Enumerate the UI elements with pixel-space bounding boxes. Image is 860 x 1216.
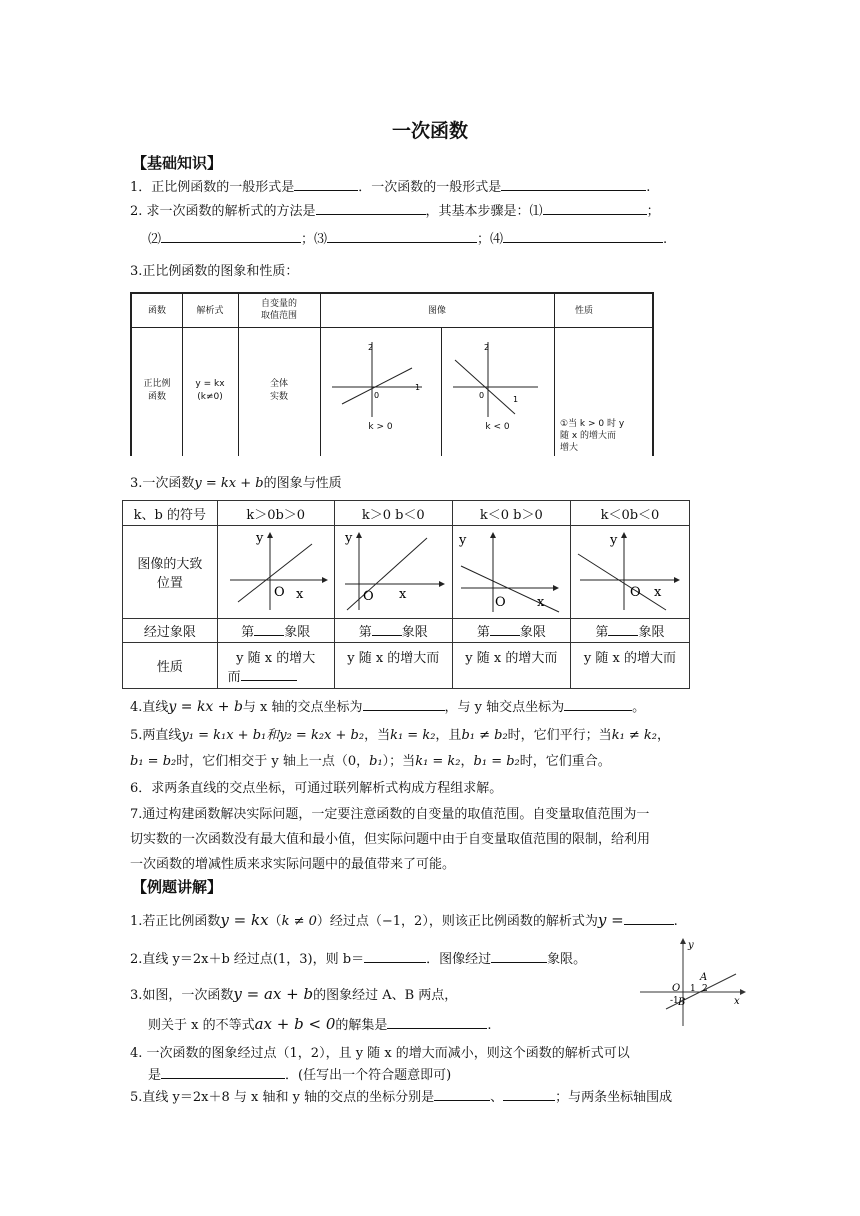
- point-label: A: [700, 972, 708, 983]
- item-7-line-1: 7.通过构建函数解决实际问题，一定要注意函数的自变量的取值范围。自变量取值范围为一: [130, 807, 650, 822]
- graph-k-positive: [322, 332, 440, 427]
- axis-label: x: [399, 587, 407, 602]
- section-heading-basics: 【基础知识】: [132, 154, 223, 172]
- graph-kneg-bpos: [455, 526, 567, 614]
- axis-label: 1: [415, 383, 421, 392]
- example-1: 1.若正比例函数y = kx（k ≠ 0）经过点（−1，2），则该正比例函数的解析式为y = .: [130, 911, 678, 929]
- example-3-line-1: 3.如图，一次函数y = ax + b的图象经过 A、B 两点，: [130, 985, 458, 1003]
- axis-label: 0: [479, 391, 485, 400]
- blank: [316, 202, 426, 215]
- axis-label: O: [495, 595, 506, 610]
- table-row: 性质 y 随 x 的增大 而 y 随 x 的增大而 y 随 x 的增大而 y 随 x 的增大而: [123, 643, 690, 689]
- axis-label: O: [629, 585, 641, 600]
- item-7-line-3: 一次函数的增减性质来求实际问题中的最值带来了可能。: [130, 857, 456, 872]
- example-4-line-1: 4. 一次函数的图象经过点（1，2），且 y 随 x 的增大而减小，则这个函数的解析式可以: [130, 1046, 630, 1061]
- section-linear-function: 3.一次函数y = kx + b的图象与性质: [130, 476, 342, 491]
- axis-label: O: [672, 983, 681, 994]
- blank: [327, 230, 477, 243]
- graph-kpos-bneg: [337, 526, 449, 614]
- blank: [501, 178, 646, 191]
- basics-line-4: 3.正比例函数的图象和性质：: [130, 264, 299, 279]
- axis-label: y: [255, 531, 264, 546]
- item-7-line-2: 切实数的一次函数没有最大值和最小值，但实际问题中由于自变量取值范围的限制，给利用: [130, 832, 651, 847]
- page-title: 一次函数: [391, 120, 468, 142]
- graph-k-negative: [443, 332, 553, 427]
- basics-line-1: 1．正比例函数的一般形式是 ．一次函数的一般形式是 .: [130, 180, 651, 195]
- example-5: 5.直线 y＝2x＋8 与 x 轴和 y 轴的交点的坐标分别是 、 ；与两条坐标轴围成: [130, 1090, 673, 1105]
- header-prop: 性质: [574, 306, 593, 316]
- proportional-function-table: 函数 解析式 自变量的 取值范围 图像 性质 正比例 函数 y = kx (k≠0) 全体 实数 2 0 1 k > 0 2 0 1 k < 0 ①当 k > 0 时 y 随 x 的增大而 增大: [130, 292, 654, 456]
- axis-label: O: [273, 585, 285, 600]
- tick-label: 1: [690, 984, 696, 994]
- axis-label: 2: [484, 343, 490, 352]
- section-heading-examples: 【例题讲解】: [132, 878, 223, 896]
- axis-label: y: [688, 940, 694, 951]
- item-5-line-2: b₁ = b₂时，它们相交于 y 轴上一点（0，b₁）；当k₁ = k₂，b₁ = b₂时，它们重合。: [130, 754, 611, 769]
- item-6: 6．求两条直线的交点坐标，可通过联列解析式构成方程组求解。: [130, 781, 503, 796]
- axis-label: x: [734, 996, 740, 1007]
- axis-label: y: [609, 533, 618, 548]
- basics-line-2: 2. 求一次函数的解析式的方法是 ，其基本步骤是：⑴ ；: [130, 204, 660, 219]
- blank: [161, 230, 301, 243]
- point-label: B: [678, 997, 686, 1008]
- header-domain-2: 取值范围: [260, 311, 297, 321]
- axis-label: x: [295, 587, 304, 602]
- axis-label: 2: [368, 343, 374, 352]
- table-row: 经过象限 第 象限 第 象限 第 象限 第 象限: [123, 619, 690, 643]
- table-row: k、b 的符号 k＞0b＞0 k＞0 b＜0 k＜0 b＞0 k＜0b＜0: [123, 501, 690, 526]
- axis-label: 0: [374, 391, 380, 400]
- example-4-line-2: 是 ．(任写出一个符合题意即可): [148, 1068, 452, 1083]
- example-2: 2.直线 y＝2x＋b 经过点(1，3)，则 b＝ ．图像经过 象限。: [130, 952, 587, 967]
- axis-label: 1: [513, 395, 519, 404]
- item-4: 4.直线y = kx + b与 x 轴的交点坐标为 ，与 y 轴交点坐标为 。: [130, 699, 646, 715]
- blank: [503, 230, 663, 243]
- blank: [294, 178, 358, 191]
- tick-label: 2: [702, 984, 708, 994]
- header-domain-1: 自变量的: [260, 299, 297, 309]
- graph-kneg-bneg: [574, 526, 686, 614]
- graph-kpos-bpos: [220, 526, 332, 614]
- axis-label: x: [653, 585, 662, 600]
- axis-label: y: [345, 531, 353, 546]
- header-expr: 解析式: [196, 306, 224, 316]
- item-5-line-1: 5.两直线y₁ = k₁x + b₁和y₂ = k₂x + b₂，当k₁ = k₂，且b₁ ≠ b₂时，它们平行；当k₁ ≠ k₂，: [130, 728, 671, 743]
- example-3-figure: [636, 934, 748, 1030]
- axis-label: O: [363, 589, 374, 604]
- example-3-line-2: 则关于 x 的不等式ax + b < 0的解集是 .: [148, 1015, 492, 1033]
- header-func: 函数: [147, 306, 166, 316]
- table-row: 图像的大致 位置 y O x y O x y O x y O x: [123, 526, 690, 619]
- linear-function-table: [122, 500, 690, 689]
- header-graph: 图像: [427, 306, 446, 316]
- blank: [543, 202, 647, 215]
- basics-line-3: ⑵ ；⑶ ；⑷ .: [148, 232, 668, 247]
- tick-label: -1: [670, 996, 679, 1006]
- axis-label: y: [459, 533, 467, 548]
- axis-label: x: [537, 595, 545, 610]
